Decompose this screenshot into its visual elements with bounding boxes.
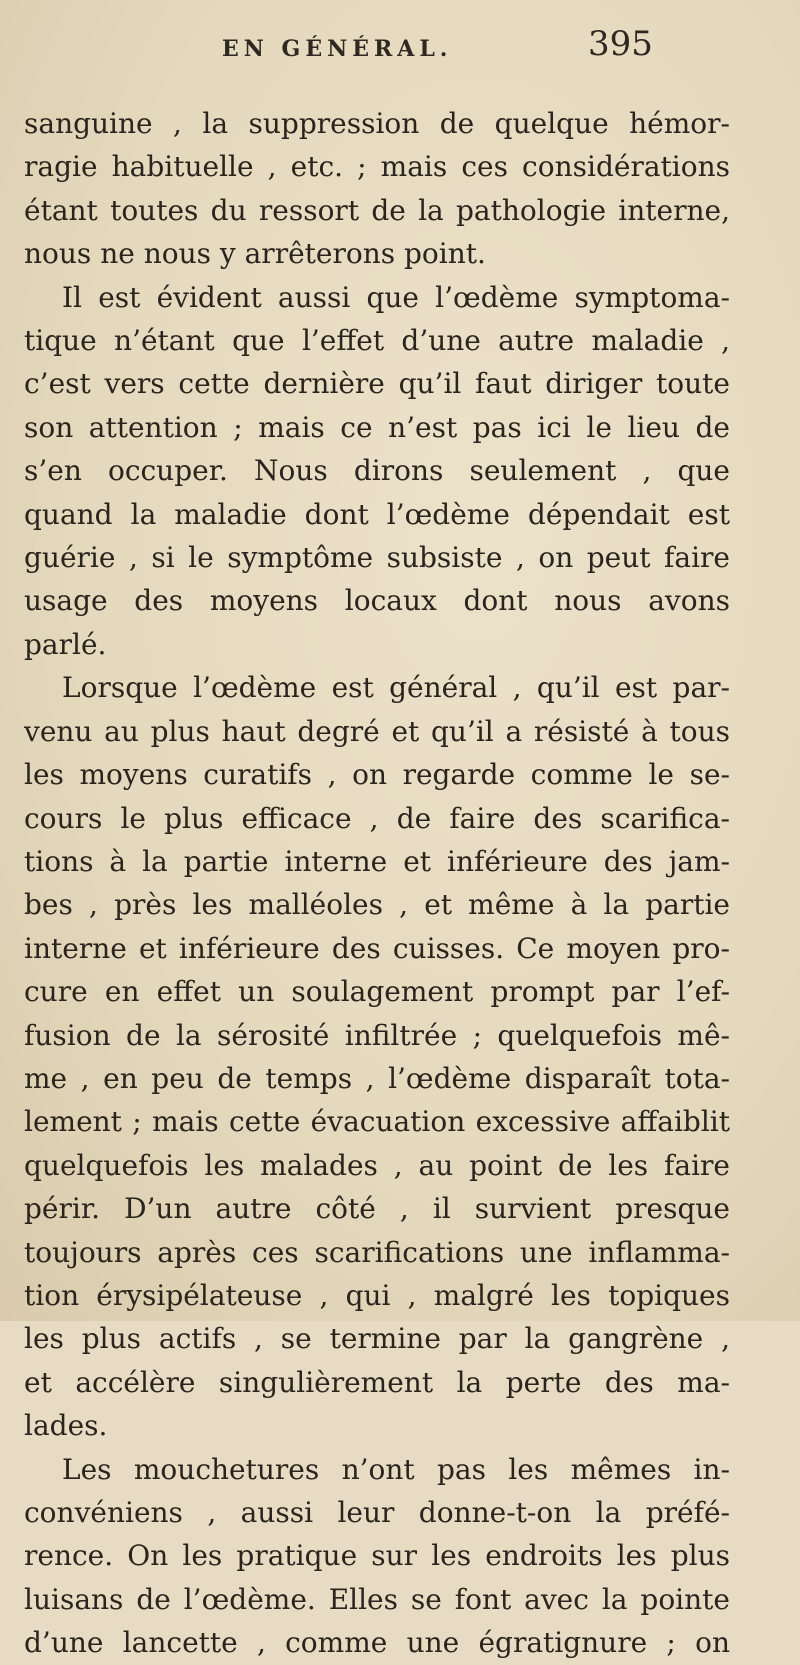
body-text [24,102,730,1665]
text-line: venu au plus haut degré et qu’il a résisté à tous [24,714,730,748]
text-line: guérie , si le symptôme subsiste , on peut faire [24,541,730,575]
text-line: étant toutes du ressort de la pathologie interne, [24,193,730,227]
text-line: tions à la partie interne et inférieure des jam- [24,844,730,878]
text-line: rence. On les pratique sur les endroits les plus [24,1539,730,1573]
text-line: cours le plus efficace , de faire des scarifica- [24,801,730,835]
text-line: tion érysipélateuse , qui , malgré les topiques [24,1278,730,1312]
text-line: tique n’étant que l’effet d’une autre maladie , [24,324,730,358]
running-head [0,14,800,74]
text-line: quand la maladie dont l’œdème dépendait est [24,497,730,531]
text-line: Les mouchetures n’ont pas les mêmes in- [62,1452,730,1486]
text-line: luisans de l’œdème. Elles se font avec la pointe [24,1582,730,1616]
text-line: interne et inférieure des cuisses. Ce moyen pro- [24,931,730,965]
text-line: s’en occuper. Nous dirons seulement , que [24,454,730,488]
page-number: 395 [588,24,653,64]
text-line: fusion de la sérosité infiltrée ; quelquefois mê- [24,1018,730,1052]
text-line: les moyens curatifs , on regarde comme le se- [24,758,730,792]
text-line: parlé. [24,627,107,661]
text-line: son attention ; mais ce n’est pas ici le lieu de [24,410,730,444]
text-line: lades. [24,1409,108,1443]
text-line: Lorsque l’œdème est général , qu’il est par- [62,671,730,705]
text-line: me , en peu de temps , l’œdème disparaît tota- [24,1061,730,1095]
text-line: Il est évident aussi que l’œdème symptoma- [62,280,730,314]
text-line: toujours après ces scarifications une inflamma- [24,1235,730,1269]
text-line: cure en effet un soulagement prompt par l’ef- [24,975,730,1009]
text-line: c’est vers cette dernière qu’il faut diriger toute [24,367,730,401]
text-line: d’une lancette , comme une égratignure ; on [24,1626,730,1660]
text-line: sanguine , la suppression de quelque hémor- [24,107,730,140]
text-line: ragie habituelle , etc. ; mais ces considérations [24,150,730,184]
text-line: bes , près les malléoles , et même à la partie [24,888,730,922]
text-line: et accélère singulièrement la perte des ma- [24,1365,730,1399]
text-line: nous ne nous y arrêterons point. [24,237,486,271]
text-line: quelquefois les malades , au point de les faire [24,1148,730,1182]
text-line: périr. D’un autre côté , il survient presque [24,1192,730,1226]
running-head-title: EN GÉNÉRAL. [222,36,453,62]
text-line: les plus actifs , se termine par la gangrène , [24,1322,730,1356]
text-line: lement ; mais cette évacuation excessive affaiblit [24,1105,730,1139]
text-line: convéniens , aussi leur donne-t-on la préfé- [24,1496,730,1529]
text-line: usage des moyens locaux dont nous avons [24,584,730,618]
